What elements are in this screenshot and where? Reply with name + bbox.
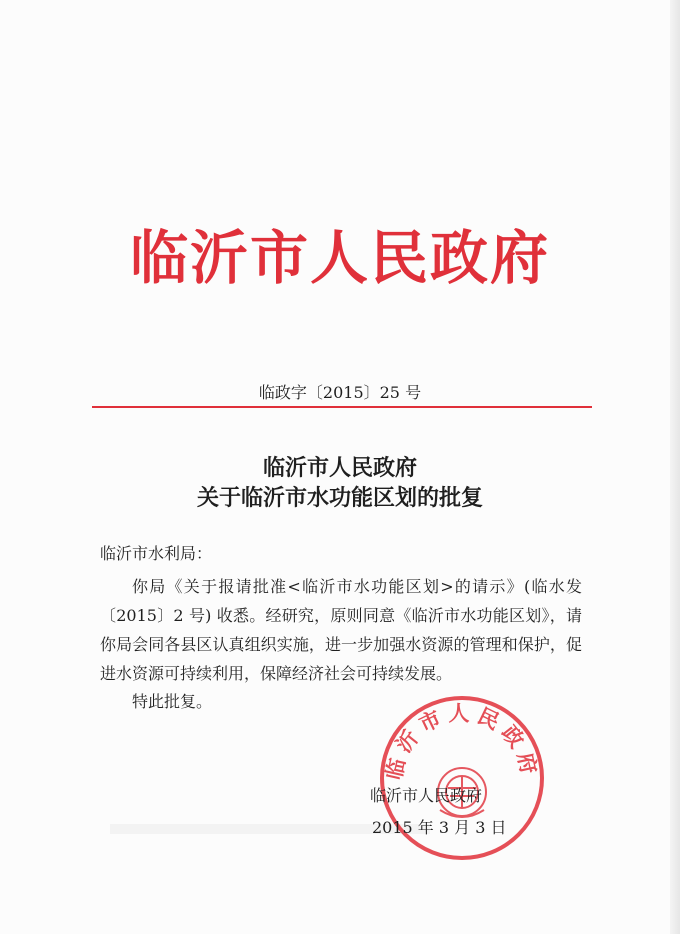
seal-text: 临沂市人民政府: [381, 701, 543, 782]
document-number: 临政字〔2015〕25 号: [258, 383, 422, 402]
document-title-line-1: 临沂市人民政府: [262, 456, 417, 481]
red-divider-line: [92, 406, 592, 408]
document-title-line-2: 关于临沂市水功能区划的批复: [196, 486, 483, 511]
body-paragraph: 你局《关于报请批准<临沂市水功能区划>的请示》(临水发〔2015〕2 号) 收悉。经研究，原则同意《临沂市水功能区划》，请你局会同各县区认真组织实施，进一步加强水资源的管理和保护，促进水资源可持续利用，保障经济社会可持续发展。: [100, 577, 582, 683]
signer: 临沂市人民政府: [370, 786, 483, 805]
addressee: 临沂市水利局：: [100, 544, 213, 563]
svg-text:临沂市人民政府: [382, 702, 542, 782]
document-title: [0, 454, 680, 514]
issue-date: 2015 年 3 月 3 日: [372, 818, 507, 837]
issuer-header: 临沂市人民政府: [129, 224, 550, 292]
closing-remark: 特此批复。: [132, 692, 213, 711]
